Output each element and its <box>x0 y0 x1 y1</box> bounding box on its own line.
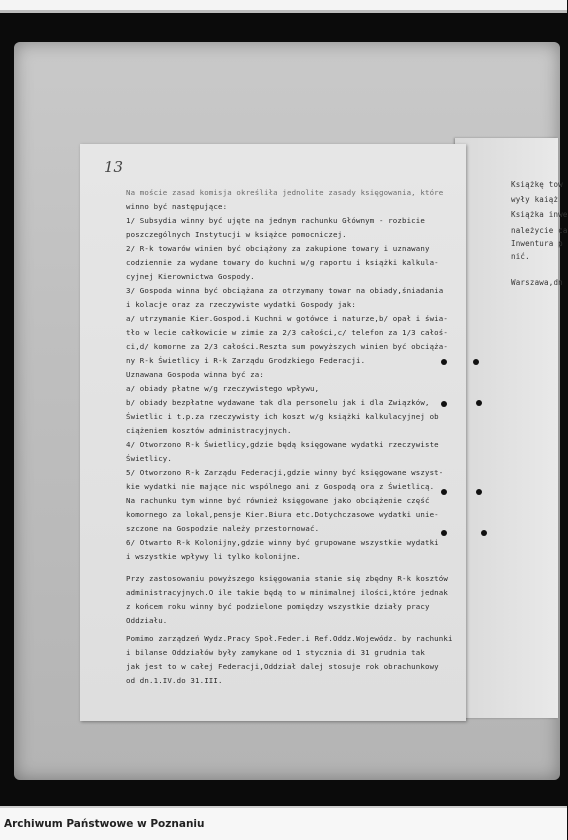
text-line: 2/ R-k towarów winien być obciążony za zakupione towary i uznawany <box>126 244 430 253</box>
adjacent-sheet <box>455 138 568 718</box>
adjacent-sheet-line: Warszawa,dn <box>511 278 563 287</box>
punch-hole <box>476 489 482 495</box>
text-line: codziennie za wydane towary do kuchni w/g raportu i książki kalkula- <box>126 258 439 267</box>
punch-hole <box>476 400 482 406</box>
document-page <box>80 144 466 721</box>
adjacent-sheet-line: Książka inwe <box>511 210 568 219</box>
text-line: a/ obiady płatne w/g rzeczywistego wpływu, <box>126 384 320 393</box>
text-line: 6/ Otwarto R-k Kolonijny,gdzie winny być grupowane wszystkie wydatki <box>126 538 439 547</box>
archive-caption: Archiwum Państwowe w Poznaniu <box>4 818 205 830</box>
top-band <box>0 0 567 10</box>
text-line: Uznawana Gospoda winna być za: <box>126 370 264 379</box>
text-line: Na rachunku tym winne być również księgowane jako obciążenie część <box>126 496 430 505</box>
adjacent-sheet-line: Książkę tow <box>511 180 563 189</box>
text-line: a/ utrzymanie Kier.Gospod.i Kuchni w gotówce i naturze,b/ opał i świa- <box>126 314 448 323</box>
punch-hole <box>441 489 447 495</box>
text-line: 1/ Subsydia winny być ujęte na jednym rachunku Głównym - rozbicie <box>126 216 425 225</box>
text-line: i bilanse Oddziałów były zamykane od 1 stycznia di 31 grudnia tak <box>126 648 425 657</box>
punch-hole <box>441 530 447 536</box>
text-line: tło w lecie całkowicie w zimie za 2/3 całości,c/ telefon za 1/3 całoś- <box>126 328 448 337</box>
top-band-rule <box>0 10 567 13</box>
text-line: od dn.1.IV.do 31.III. <box>126 676 223 685</box>
text-line: kie wydatki nie mające nic wspólnego ani z Gospodą ora z Świetlicą. <box>126 482 435 491</box>
punch-hole <box>441 359 447 365</box>
page-number: 13 <box>104 158 124 176</box>
text-line: cyjnej Kierownictwa Gospody. <box>126 272 255 281</box>
text-line: Świetlicy. <box>126 454 172 463</box>
text-line: 5/ Otworzono R-k Zarządu Federacji,gdzie winny być księgowane wszyst- <box>126 468 444 477</box>
adjacent-sheet-line: należycie ca <box>511 226 568 235</box>
text-line: 4/ Otworzono R-k Świetlicy,gdzie będą księgowane wydatki rzeczywiste <box>126 440 439 449</box>
text-line: i wszystkie wpływy li tylko kolonijne. <box>126 552 301 561</box>
punch-hole <box>481 530 487 536</box>
text-line: z końcem roku winny być podzielone pomiędzy wszystkie działy pracy <box>126 602 430 611</box>
text-line: szczone na Gospodzie należy przestornować. <box>126 524 320 533</box>
text-line: Świetlic i t.p.za rzeczywisty ich koszt w/g książki kalkulacyjnej ob <box>126 412 439 421</box>
text-line: jak jest to w całej Federacji,Oddział dalej stosuje rok obrachunkowy <box>126 662 439 671</box>
adjacent-sheet-line: Inwentura p <box>511 239 563 248</box>
text-line: i kolacje oraz za rzeczywiste wydatki Gospody jak: <box>126 300 356 309</box>
text-line: 3/ Gospoda winna być obciążana za otrzymany towar na obiady,śniadania <box>126 286 444 295</box>
adjacent-sheet-line: nić. <box>511 252 530 261</box>
text-line: winno być następujące: <box>126 202 228 211</box>
text-line: ci,d/ komorne za 2/3 całości.Reszta sum powyższych winien być obciąża- <box>126 342 448 351</box>
text-line: ciążeniem kosztów administracyjnych. <box>126 426 292 435</box>
text-line: komornego za lokal,pensje Kier.Biura etc.Dotychczasowe wydatki unie- <box>126 510 439 519</box>
adjacent-sheet-line: wyły kaiąż <box>511 195 559 204</box>
text-line: Pomimo zarządzeń Wydz.Pracy Społ.Feder.i Ref.Oddz.Wojewódz. by rachunki <box>126 634 453 643</box>
text-line: b/ obiady bezpłatne wydawane tak dla personelu jak i dla Związków, <box>126 398 430 407</box>
text-line: administracyjnych.O ile takie będą to w minimalnej ilości,które jednak <box>126 588 448 597</box>
punch-hole <box>441 401 447 407</box>
text-line: Na moście zasad komisja określiła jednolite zasady księgowania, które <box>126 188 444 197</box>
text-line: ny R-k Świetlicy i R-k Zarządu Grodzkiego Federacji. <box>126 356 366 365</box>
text-line: Przy zastosowaniu powyższego księgowania stanie się zbędny R-k kosztów <box>126 574 448 583</box>
punch-hole <box>473 359 479 365</box>
text-line: poszczególnych Instytucji w książce pomocniczej. <box>126 230 347 239</box>
text-line: Oddziału. <box>126 616 168 625</box>
